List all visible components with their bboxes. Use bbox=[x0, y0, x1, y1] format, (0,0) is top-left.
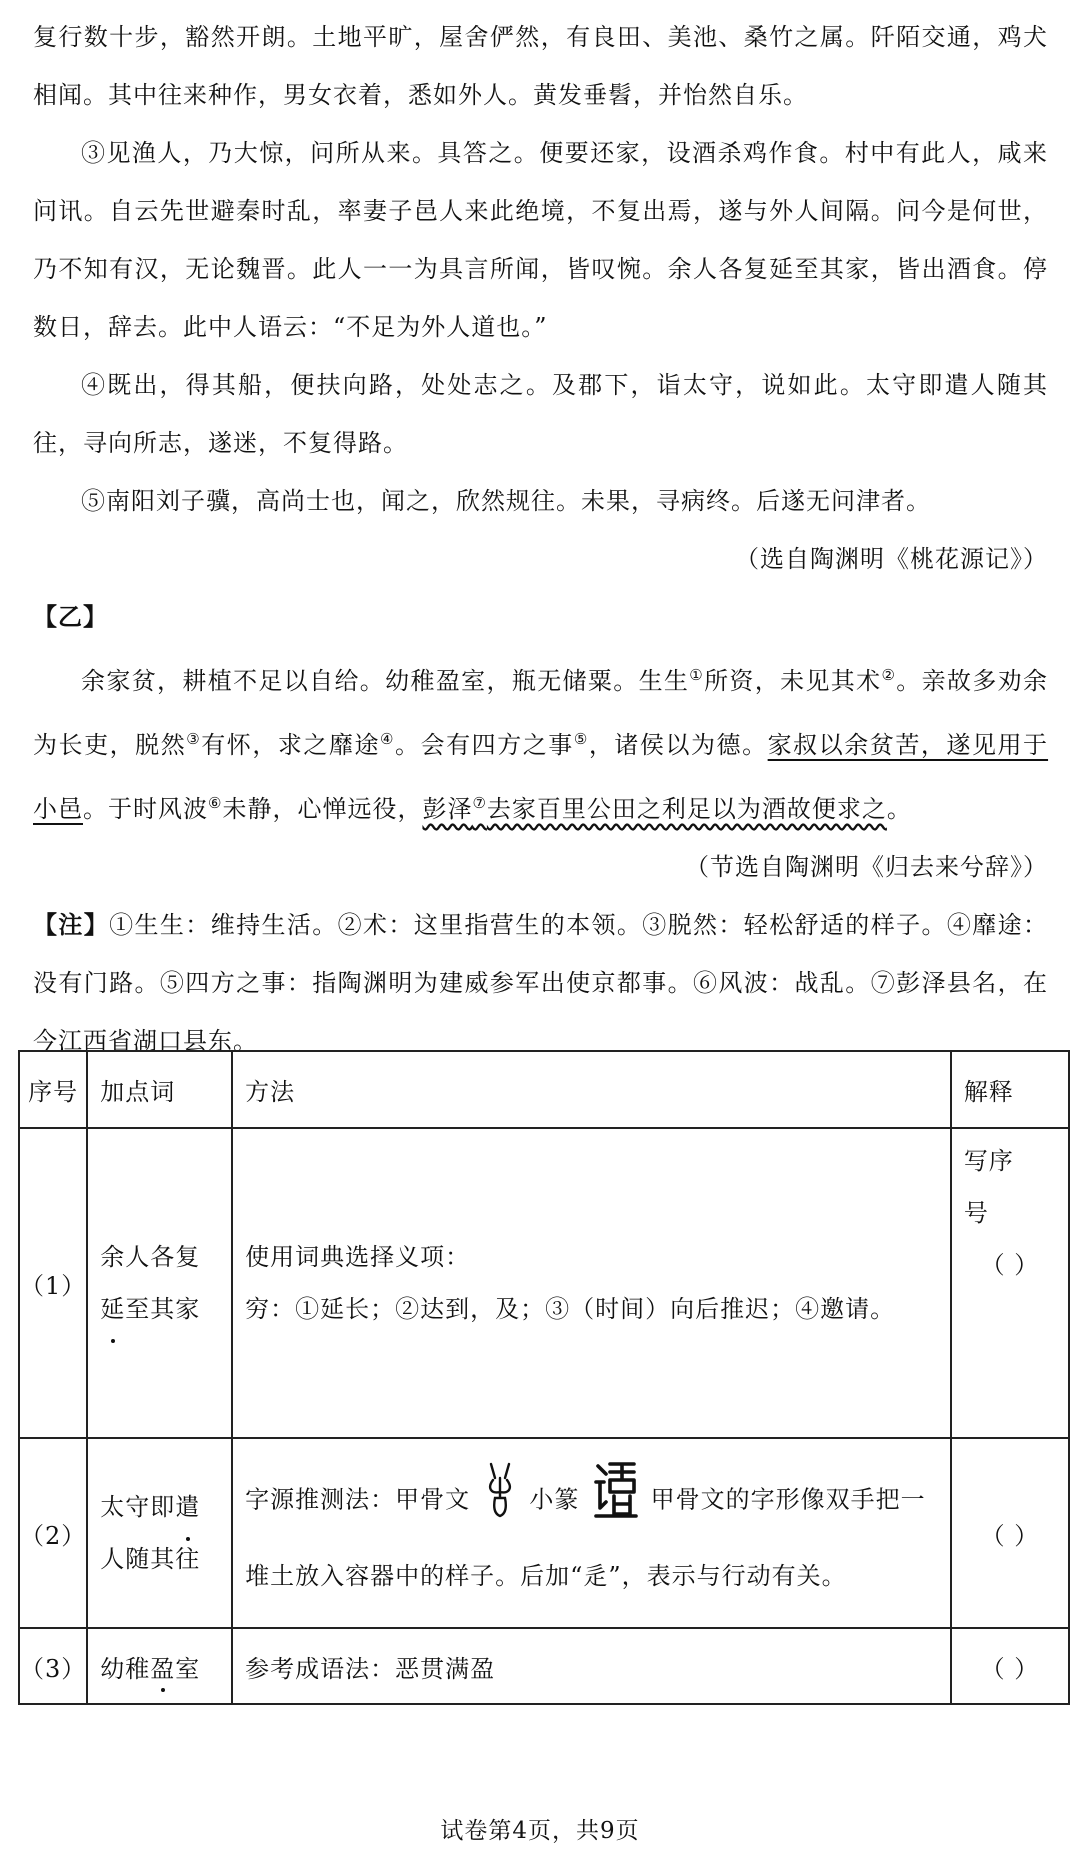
vocab-table bbox=[18, 1050, 1070, 1705]
row-no: （2） bbox=[19, 1438, 87, 1628]
method-text: 字源推测法：甲骨文 bbox=[245, 1485, 471, 1514]
answer-blank[interactable]: （ ） bbox=[980, 1251, 1040, 1279]
yi-text: 有怀，求之靡途 bbox=[201, 731, 381, 759]
notes-text: ①生生：维持生活。②术：这里指营生的本领。③脱然：轻松舒适的样子。④靡途：没有门路。⑤四方之事：指陶渊明为建威参军出使京都事。⑥风波：战乱。⑦彭泽县名，在今江西省湖口县东。 bbox=[33, 911, 1048, 1055]
yi-text: 。于时风波 bbox=[83, 795, 208, 823]
dotted-char: 盈 bbox=[150, 1649, 175, 1684]
word-rest: 室 bbox=[175, 1654, 201, 1683]
header-no: 序号 bbox=[19, 1051, 87, 1128]
row-method bbox=[232, 1438, 951, 1628]
row-method: 参考成语法：恶贯满盈 bbox=[232, 1628, 951, 1704]
header-word: 加点词 bbox=[87, 1051, 232, 1128]
note-marker: ⑦ bbox=[472, 794, 487, 812]
row-word bbox=[87, 1438, 232, 1628]
page-footer: 试卷第4页，共9页 bbox=[440, 1818, 640, 1844]
yi-text: 未静，心惮远役， bbox=[222, 795, 423, 823]
oracle-bone-glyph-icon bbox=[483, 1458, 517, 1544]
word-line: 余人各复 bbox=[100, 1243, 201, 1271]
method-line: 穷：①延长；②达到，及；③（时间）向后推迟；④邀请。 bbox=[245, 1295, 896, 1323]
yi-text: 所资，未见其术 bbox=[704, 667, 882, 695]
word-rest: 幼稚 bbox=[100, 1654, 151, 1683]
yi-text: 。会有四方之事 bbox=[395, 731, 574, 759]
row-answer[interactable]: （ ） bbox=[951, 1438, 1069, 1628]
passage-yi-source: （节选自陶渊明《归去来兮辞》） bbox=[685, 853, 1048, 881]
passage-jia-paragraph-5: ⑤南阳刘子骥，高尚士也，闻之，欣然规往。未果，寻病终。后遂无问津者。 bbox=[81, 487, 931, 515]
answer-hint: 写序 bbox=[963, 1147, 1014, 1175]
wavy-underlined-sentence bbox=[422, 795, 886, 823]
wavy-text: 去家百里公田之利足以为酒故便求之 bbox=[486, 795, 887, 823]
note-marker: ③ bbox=[186, 730, 202, 748]
passage-jia-paragraph-3: ③见渔人，乃大惊，问所从来。具答之。便要还家，设酒杀鸡作食。村中有此人，咸来问讯。自云先世避秦时乱，率妻子邑人来此绝境，不复出焉，遂与外人间隔。问今是何世，乃不知有汉，无论魏晋。此人一一为具言所闻，皆叹惋。余人各复延至其家，皆出酒食。停数日，辞去。此中人语云：“不足为外人道也。” bbox=[33, 139, 1048, 341]
yi-text: ，诸侯以为德。 bbox=[588, 731, 768, 759]
header-method: 方法 bbox=[232, 1051, 951, 1128]
notes bbox=[33, 896, 1048, 1070]
notes-label: 【注】 bbox=[33, 910, 110, 939]
word-rest: 至其家 bbox=[125, 1295, 201, 1323]
method-text: 小篆 bbox=[529, 1485, 580, 1514]
note-marker: ① bbox=[689, 666, 705, 684]
wavy-text: 彭泽 bbox=[422, 795, 473, 823]
row-word bbox=[87, 1128, 232, 1438]
method-line: 堆土放入容器中的样子。后加“辵”，表示与行动有关。 bbox=[245, 1562, 847, 1590]
note-marker: ⑥ bbox=[208, 794, 223, 812]
passage-yi-title: 【乙】 bbox=[33, 602, 108, 631]
note-marker: ④ bbox=[380, 730, 396, 748]
method-line: 使用词典选择义项： bbox=[245, 1243, 471, 1271]
passage-jia-source: （选自陶渊明《桃花源记》） bbox=[735, 545, 1048, 573]
row-answer bbox=[951, 1128, 1069, 1438]
dotted-char: 延 bbox=[100, 1283, 125, 1335]
row-answer[interactable]: （ ） bbox=[951, 1628, 1069, 1704]
header-answer: 解释 bbox=[951, 1051, 1069, 1128]
row-word bbox=[87, 1628, 232, 1704]
row-method bbox=[232, 1128, 951, 1438]
seal-script-glyph-icon bbox=[592, 1458, 638, 1544]
method-text: 甲骨文的字形像双手把一 bbox=[650, 1485, 926, 1514]
note-marker: ⑤ bbox=[573, 730, 589, 748]
word-line bbox=[100, 1481, 219, 1533]
row-no: （3） bbox=[19, 1628, 87, 1704]
method-line bbox=[245, 1458, 938, 1544]
table-row bbox=[19, 1128, 1069, 1438]
table-row bbox=[19, 1628, 1069, 1704]
word-rest: 太守即 bbox=[100, 1493, 176, 1521]
table-row bbox=[19, 1438, 1069, 1628]
word-line bbox=[100, 1283, 219, 1335]
passage-yi-paragraph bbox=[33, 646, 1048, 838]
passage-jia bbox=[33, 8, 1048, 1070]
passage-jia-paragraph-2-cont: 复行数十步，豁然开朗。土地平旷，屋舍俨然，有良田、美池、桑竹之属。阡陌交通，鸡犬相闻。其中往来种作，男女衣着，悉如外人。黄发垂髫，并怡然自乐。 bbox=[33, 23, 1048, 109]
passage-jia-paragraph-4: ④既出，得其船，便扶向路，处处志之。及郡下，诣太守，说如此。太守即遣人随其往，寻向所志，遂迷，不复得路。 bbox=[33, 371, 1048, 457]
yi-text: 。 bbox=[886, 795, 912, 823]
answer-hint: 号 bbox=[963, 1199, 989, 1227]
row-no: （1） bbox=[19, 1128, 87, 1438]
table-header-row bbox=[19, 1051, 1069, 1128]
note-marker: ② bbox=[881, 666, 897, 684]
yi-text: 余家贫，耕植不足以自给。幼稚盈室，瓶无储粟。生生 bbox=[81, 667, 690, 695]
underlined-sentence: 家叔以余贫苦，遂见用于小邑 bbox=[33, 731, 1049, 823]
dotted-char: 遣 bbox=[175, 1481, 200, 1533]
yi-text: 。亲故多劝余为长吏，脱然 bbox=[33, 667, 1049, 759]
word-line: 人随其往 bbox=[100, 1545, 201, 1573]
